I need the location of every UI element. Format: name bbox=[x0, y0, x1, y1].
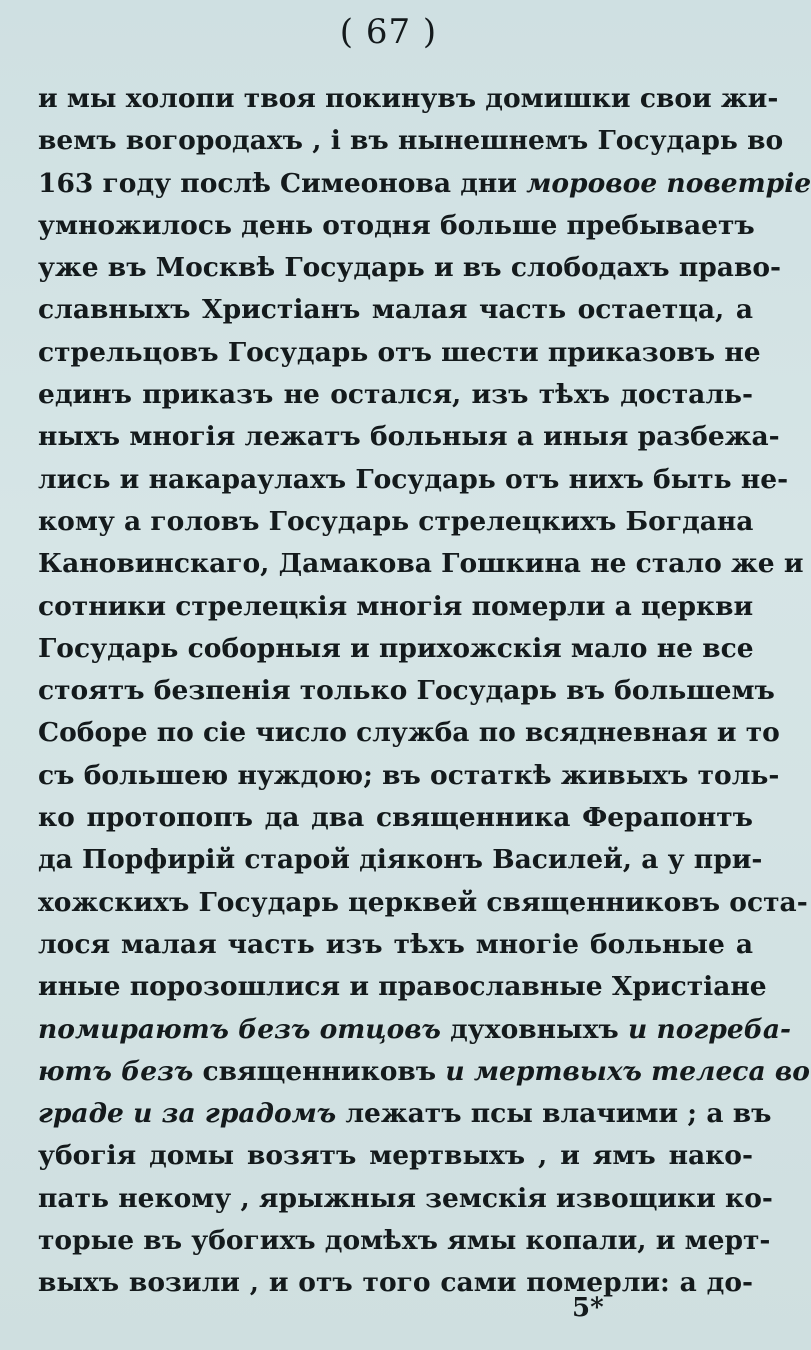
text-span: духовныхъ bbox=[440, 1013, 628, 1045]
text-line: славныхъ Христіанъ малая часть остаетца, а bbox=[38, 294, 753, 326]
text-line: Кановинскаго, Дамакова Гошкина не стало же и bbox=[38, 548, 804, 580]
body-text bbox=[38, 78, 811, 1305]
italic-span: и мертвыхъ телеса во bbox=[445, 1055, 810, 1087]
text-line: лося малая часть изъ тѣхъ многіе больные а bbox=[38, 928, 753, 960]
text-line: стрельцовъ Государь отъ шести приказовъ не bbox=[38, 336, 761, 368]
text-line: уже въ Москвѣ Государь и въ слободахъ право- bbox=[38, 252, 782, 284]
italic-span: граде и за градомъ bbox=[38, 1098, 337, 1130]
text-line: да Порфирій старой діяконъ Василей, а у при- bbox=[38, 844, 763, 876]
text-line: хожскихъ Государь церквей священниковъ оста- bbox=[38, 886, 808, 918]
italic-span: ютъ безъ bbox=[38, 1055, 194, 1087]
text-line: лись и накараулахъ Государь отъ нихъ быть не- bbox=[38, 463, 789, 495]
signature-mark: 5* bbox=[572, 1293, 604, 1323]
text-line bbox=[38, 1093, 772, 1135]
text-line: Соборе по сіе число служба по всядневная и то bbox=[38, 717, 780, 749]
page-number: ( 67 ) bbox=[339, 12, 438, 52]
italic-span: и погреба- bbox=[627, 1013, 792, 1045]
text-line: торые въ убогихъ домѣхъ ямы копали, и мерт- bbox=[38, 1225, 771, 1257]
text-line: Государь соборныя и прихожскія мало не все bbox=[38, 632, 754, 664]
text-line: ныхъ многія лежатъ больныя а иныя разбежа- bbox=[38, 421, 780, 453]
text-line bbox=[38, 163, 811, 205]
text-line: иные порозошлися и православные Христіане bbox=[38, 971, 767, 1003]
italic-span: помираютъ безъ отцовъ bbox=[38, 1013, 441, 1045]
italic-span: моровое поветріе bbox=[526, 167, 811, 199]
text-line: кому а головъ Государь стрелецкихъ Богдана bbox=[38, 505, 754, 537]
text-line: сотники стрелецкія многія померли а церкви bbox=[38, 590, 754, 622]
text-line: и мы холопи твоя покинувъ домишки свои жи- bbox=[38, 83, 779, 114]
text-line: вемъ вогородахъ , і въ нынешнемъ Государь во bbox=[38, 125, 784, 157]
text-line: убогія домы возятъ мертвыхъ , и ямъ нако- bbox=[38, 1140, 753, 1172]
text-line: выхъ возили , и отъ того сами померли: а до- bbox=[38, 1267, 753, 1299]
text-line: стоятъ безпенія только Государь въ большемъ bbox=[38, 675, 775, 707]
text-line bbox=[38, 1051, 810, 1093]
text-span: лежатъ псы влачими ; а въ bbox=[336, 1098, 772, 1130]
text-line: съ большею нуждою; въ остаткѣ живыхъ толь- bbox=[38, 759, 780, 791]
text-span: священниковъ bbox=[193, 1055, 446, 1087]
text-line bbox=[38, 1009, 792, 1051]
text-line: ко протопопъ да два священника Ферапонтъ bbox=[38, 802, 753, 834]
text-line: единъ приказъ не остался, изъ тѣхъ досталь- bbox=[38, 379, 753, 411]
text-line: пать некому , ярыжныя земскія извощики ко- bbox=[38, 1182, 773, 1214]
text-span: 163 году послѣ Симеонова дни bbox=[38, 167, 527, 199]
text-line: умножилось день отодня больше пребываетъ bbox=[38, 209, 755, 241]
